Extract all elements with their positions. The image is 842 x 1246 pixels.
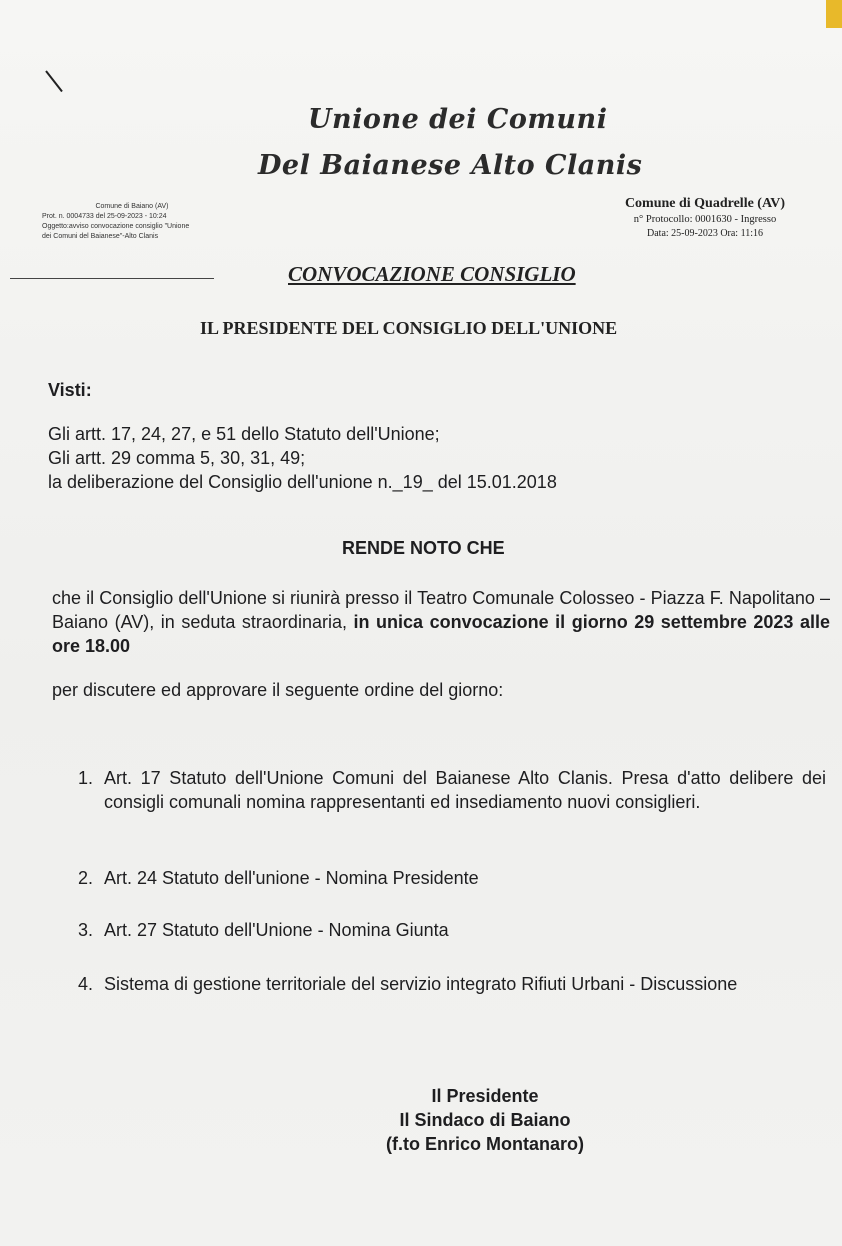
stamp-baiano-comune: Comune di Baiano (AV): [95, 203, 169, 210]
visti-line-3: la deliberazione del Consiglio dell'unione n._19_ del 15.01.2018: [48, 472, 557, 492]
visti-label: Visti:: [48, 380, 92, 400]
stamp-baiano-oggetto: Oggetto:avviso convocazione consiglio "Unione: [42, 223, 190, 230]
visti-line-1: Gli artt. 17, 24, 27, e 51 dello Statuto dell'Unione;: [48, 424, 440, 444]
document-title: CONVOCAZIONE CONSIGLIO: [288, 262, 576, 286]
stamp-baiano-oggetto-cont: dei Comuni del Baianese"-Alto Clanis: [42, 233, 159, 240]
agenda-item-text: Art. 17 Statuto dell'Unione Comuni del Baianese Alto Clanis. Presa d'atto delibere dei consigli comunali nomina rappresentanti ed insediamento nuovi consiglieri.: [104, 768, 826, 812]
paper-corner-tab: [826, 0, 842, 28]
letterhead-line-2: Del Baianese Alto Clanis: [258, 150, 643, 181]
letterhead-line-1: Unione dei Comuni: [308, 104, 608, 135]
signature-block: [360, 1084, 610, 1156]
agenda-item-text: Art. 27 Statuto dell'Unione - Nomina Giunta: [104, 920, 449, 940]
protocol-stamp-quadrelle: [600, 196, 810, 240]
visti-line-2: Gli artt. 29 comma 5, 30, 31, 49;: [48, 448, 306, 468]
agenda-item: [78, 918, 826, 942]
convocation-date-text: in unica convocazione il giorno 29 settembre 2023 alle ore 18.00: [52, 612, 830, 656]
rende-noto-heading: RENDE NOTO CHE: [342, 538, 505, 558]
agenda-item: [78, 972, 826, 996]
agenda-item: [78, 766, 826, 814]
stamp-quadrelle-comune: Comune di Quadrelle (AV): [624, 196, 786, 211]
divider-line: [10, 278, 214, 279]
stamp-quadrelle-protocollo: n° Protocollo: 0001630 - Ingresso: [633, 214, 777, 225]
signature-role: Il Presidente: [431, 1086, 539, 1106]
convocation-paragraph: [52, 586, 830, 658]
agenda-item-number: 1.: [78, 768, 94, 788]
convocation-text: che il Consiglio dell'Unione si riunirà presso il Teatro Comunale Colosseo - Piazza F. Napolitano – Baiano (AV), in seduta straordinaria,: [52, 588, 830, 632]
protocol-stamp-baiano: [42, 202, 222, 242]
stamp-baiano-prot: Prot. n. 0004733 del 25-09-2023 - 10:24: [42, 213, 167, 220]
agenda-item-text: Art. 24 Statuto dell'unione - Nomina Presidente: [104, 868, 479, 888]
agenda-item-text: Sistema di gestione territoriale del servizio integrato Rifiuti Urbani - Discussione: [104, 974, 738, 994]
agenda-item-number: 3.: [78, 920, 94, 940]
agenda-item-number: 4.: [78, 974, 94, 994]
agenda-item-number: 2.: [78, 868, 94, 888]
agenda-intro: per discutere ed approvare il seguente ordine del giorno:: [52, 680, 504, 700]
agenda-item: [78, 866, 826, 890]
document-subtitle: IL PRESIDENTE DEL CONSIGLIO DELL'UNIONE: [200, 318, 618, 338]
signature-name: (f.to Enrico Montanaro): [386, 1134, 584, 1154]
signature-title: Il Sindaco di Baiano: [399, 1110, 571, 1130]
pen-tick-mark: [45, 70, 63, 92]
stamp-quadrelle-data: Data: 25-09-2023 Ora: 11:16: [647, 228, 763, 239]
